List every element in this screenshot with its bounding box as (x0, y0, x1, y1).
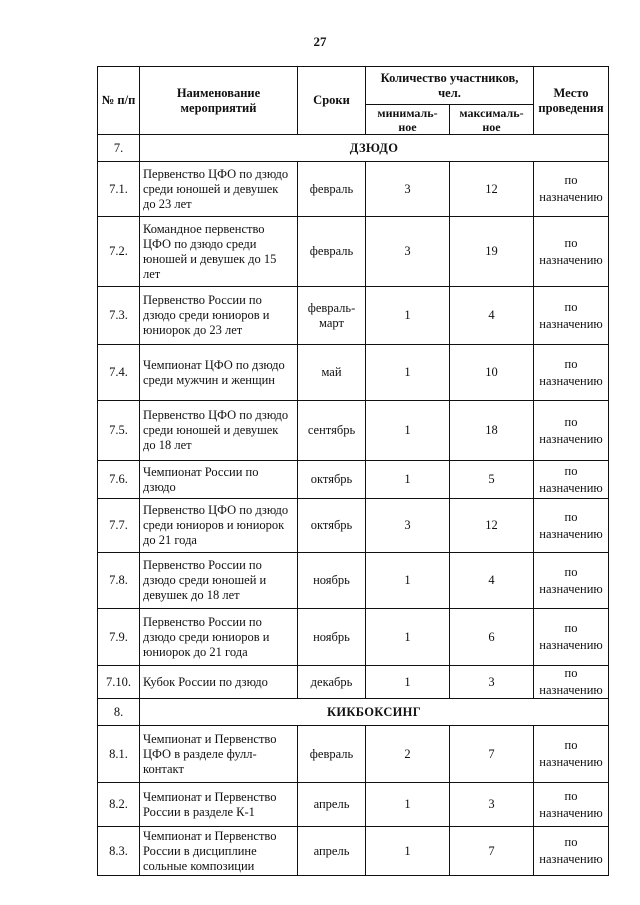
event-name: Первенство России по дзюдо среди юношей и девушек до 18 лет (140, 553, 298, 609)
event-name: Чемпионат и Первенство России в разделе К-1 (140, 783, 298, 827)
min-participants: 1 (366, 783, 450, 827)
max-participants: 7 (450, 726, 534, 783)
max-participants: 5 (450, 461, 534, 499)
max-participants: 4 (450, 553, 534, 609)
max-participants: 6 (450, 609, 534, 666)
max-participants: 12 (450, 499, 534, 553)
place-line-1: по (564, 463, 578, 478)
place-line-1: по (564, 666, 578, 680)
event-term: апрель (298, 827, 366, 876)
table-row (98, 217, 609, 287)
table-row (98, 401, 609, 461)
event-term: апрель (298, 783, 366, 827)
section-row (98, 135, 609, 162)
place-line-1: по (564, 173, 578, 187)
place-line-1: по (564, 299, 578, 314)
section-title: ДЗЮДО (140, 135, 609, 162)
place-line-2: назначению (539, 755, 603, 769)
page-number: 27 (313, 34, 327, 49)
place-line-1: по (564, 509, 578, 524)
place-line-2: назначению (539, 638, 603, 652)
event-name: Кубок России по дзюдо (140, 666, 298, 699)
event-name: Командное первенство ЦФО по дзюдо среди юношей и девушек до 15 лет (140, 217, 298, 287)
row-number: 8.2. (98, 783, 140, 827)
event-name: Первенство ЦФО по дзюдо среди юношей и девушек до 18 лет (140, 401, 298, 461)
header-term: Сроки (298, 67, 366, 135)
place-line-2: назначению (539, 805, 603, 820)
event-name: Чемпионат ЦФО по дзюдо среди мужчин и женщин (140, 345, 298, 401)
table-row (98, 609, 609, 666)
event-term: февраль (298, 162, 366, 217)
min-participants: 1 (366, 401, 450, 461)
event-name: Чемпионат России по дзюдо (140, 461, 298, 499)
header-name: Наименование мероприятий (140, 67, 298, 135)
place-line-2: назначению (539, 190, 603, 204)
min-participants: 2 (366, 726, 450, 783)
place-line-2: назначению (539, 431, 603, 446)
row-number: 7.1. (98, 162, 140, 217)
min-participants: 1 (366, 461, 450, 499)
min-participants: 1 (366, 345, 450, 401)
min-participants: 3 (366, 499, 450, 553)
event-place (534, 345, 609, 401)
section-row (98, 699, 609, 726)
table-body (98, 135, 609, 876)
row-number: 7.9. (98, 609, 140, 666)
min-participants: 3 (366, 162, 450, 217)
event-place (534, 666, 609, 699)
event-term: ноябрь (298, 609, 366, 666)
section-title: КИКБОКСИНГ (140, 699, 609, 726)
event-name: Первенство России по дзюдо среди юниоров и юниорок до 21 года (140, 609, 298, 666)
event-term: ноябрь (298, 553, 366, 609)
place-line-2: назначению (539, 852, 603, 866)
place-line-1: по (564, 356, 578, 371)
section-number: 8. (98, 699, 140, 726)
min-participants: 1 (366, 287, 450, 345)
event-name: Чемпионат и Первенство ЦФО в разделе фулл-контакт (140, 726, 298, 783)
place-line-2: назначению (539, 581, 603, 596)
header-place: Место проведения (534, 67, 609, 135)
row-number: 8.3. (98, 827, 140, 876)
event-term: октябрь (298, 499, 366, 553)
place-line-1: по (564, 621, 578, 635)
row-number: 7.3. (98, 287, 140, 345)
place-line-1: по (564, 788, 578, 803)
row-number: 7.5. (98, 401, 140, 461)
event-name: Первенство России по дзюдо среди юниоров и юниорок до 23 лет (140, 287, 298, 345)
table-row (98, 827, 609, 876)
event-place (534, 827, 609, 876)
place-line-2: назначению (539, 480, 603, 495)
event-name: Чемпионат и Первенство России в дисциплине сольные композиции (140, 827, 298, 876)
row-number: 7.4. (98, 345, 140, 401)
section-number: 7. (98, 135, 140, 162)
max-participants: 12 (450, 162, 534, 217)
event-place (534, 499, 609, 553)
min-participants: 1 (366, 827, 450, 876)
row-number: 7.7. (98, 499, 140, 553)
table-row (98, 499, 609, 553)
event-name: Первенство ЦФО по дзюдо среди юниоров и юниорок до 21 года (140, 499, 298, 553)
min-participants: 1 (366, 553, 450, 609)
max-participants: 7 (450, 827, 534, 876)
event-term: сентябрь (298, 401, 366, 461)
event-place (534, 783, 609, 827)
event-term: октябрь (298, 461, 366, 499)
header-num: № п/п (98, 67, 140, 135)
table-row (98, 783, 609, 827)
max-participants: 18 (450, 401, 534, 461)
min-participants: 1 (366, 609, 450, 666)
row-number: 7.8. (98, 553, 140, 609)
table-row (98, 553, 609, 609)
event-place (534, 553, 609, 609)
min-participants: 1 (366, 666, 450, 699)
header-min: минималь-ное (366, 105, 450, 135)
place-line-2: назначению (539, 316, 603, 331)
place-line-2: назначению (539, 373, 603, 388)
event-term: декабрь (298, 666, 366, 699)
table-row (98, 461, 609, 499)
max-participants: 3 (450, 783, 534, 827)
table-row (98, 666, 609, 699)
events-table (97, 66, 609, 876)
row-number: 8.1. (98, 726, 140, 783)
event-place (534, 287, 609, 345)
event-term: май (298, 345, 366, 401)
table-row (98, 287, 609, 345)
event-term: февраль-март (298, 287, 366, 345)
event-term: февраль (298, 726, 366, 783)
event-place (534, 726, 609, 783)
table-row (98, 162, 609, 217)
place-line-2: назначению (539, 252, 603, 267)
event-place (534, 461, 609, 499)
place-line-1: по (564, 835, 578, 849)
place-line-1: по (564, 414, 578, 429)
event-place (534, 401, 609, 461)
row-number: 7.2. (98, 217, 140, 287)
event-place (534, 609, 609, 666)
event-place (534, 162, 609, 217)
place-line-2: назначению (539, 683, 603, 697)
row-number: 7.6. (98, 461, 140, 499)
max-participants: 3 (450, 666, 534, 699)
event-name: Первенство ЦФО по дзюдо среди юношей и девушек до 23 лет (140, 162, 298, 217)
min-participants: 3 (366, 217, 450, 287)
place-line-1: по (564, 235, 578, 250)
place-line-1: по (564, 564, 578, 579)
place-line-2: назначению (539, 526, 603, 541)
header-max: максималь-ное (450, 105, 534, 135)
max-participants: 4 (450, 287, 534, 345)
event-place (534, 217, 609, 287)
table-row (98, 345, 609, 401)
max-participants: 19 (450, 217, 534, 287)
row-number: 7.10. (98, 666, 140, 699)
table-row (98, 726, 609, 783)
max-participants: 10 (450, 345, 534, 401)
event-term: февраль (298, 217, 366, 287)
header-participants: Количество участников, чел. (366, 67, 534, 105)
place-line-1: по (564, 738, 578, 752)
